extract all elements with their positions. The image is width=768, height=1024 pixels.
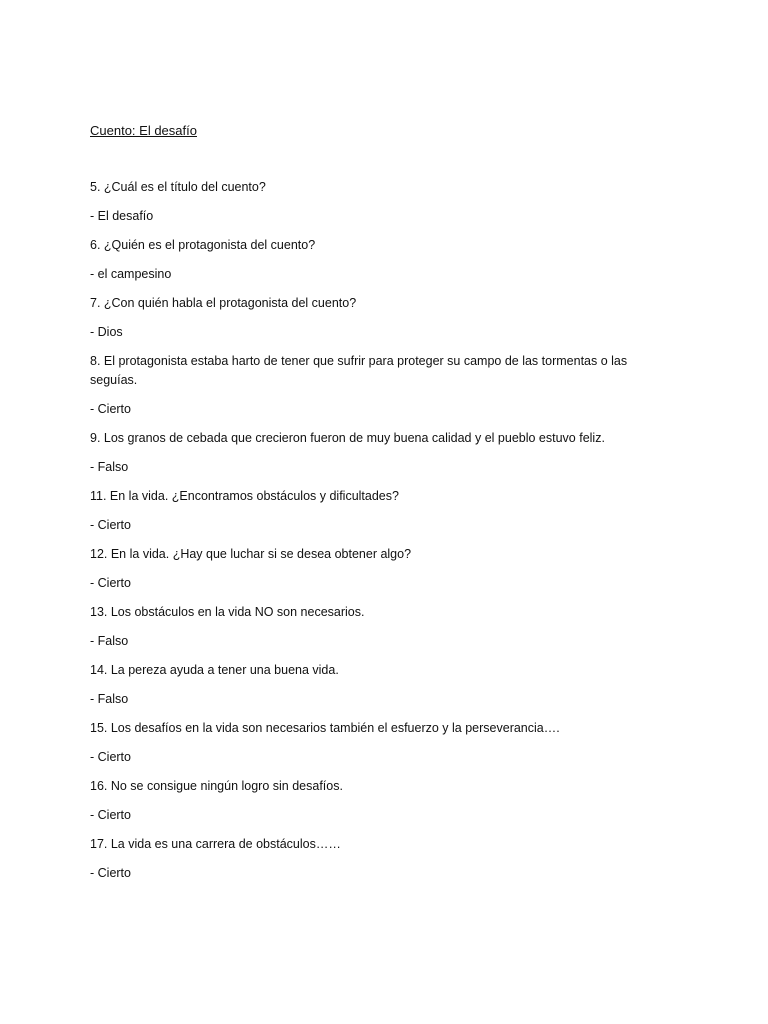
qa-item <box>90 603 650 651</box>
qa-item <box>90 178 650 226</box>
answer-text: - el campesino <box>90 267 172 281</box>
question-text: 8. El protagonista estaba harto de tener que sufrir para proteger su campo de las tormentas o las seguías. <box>90 354 628 387</box>
answer-text: - Cierto <box>90 576 131 590</box>
qa-item <box>90 236 650 284</box>
qa-item <box>90 429 650 477</box>
qa-item <box>90 719 650 767</box>
qa-item <box>90 487 650 535</box>
question-answer-list <box>90 178 650 883</box>
answer-text: - Falso <box>90 460 129 474</box>
question-text: 15. Los desafíos en la vida son necesarios también el esfuerzo y la perseverancia…. <box>90 721 560 735</box>
qa-item <box>90 352 650 419</box>
question-text: 16. No se consigue ningún logro sin desafíos. <box>90 779 343 793</box>
document-title: Cuento: El desafío <box>90 123 197 138</box>
answer-text: - Cierto <box>90 402 131 416</box>
question-text: 9. Los granos de cebada que crecieron fueron de muy buena calidad y el pueblo estuvo feliz. <box>90 431 605 445</box>
question-text: 14. La pereza ayuda a tener una buena vida. <box>90 663 339 677</box>
answer-text: - Falso <box>90 634 129 648</box>
answer-text: - Cierto <box>90 750 131 764</box>
question-text: 13. Los obstáculos en la vida NO son necesarios. <box>90 605 365 619</box>
qa-item <box>90 294 650 342</box>
question-text: 7. ¿Con quién habla el protagonista del cuento? <box>90 296 357 310</box>
answer-text: - Cierto <box>90 808 131 822</box>
question-text: 17. La vida es una carrera de obstáculos…… <box>90 837 341 851</box>
question-text: 6. ¿Quién es el protagonista del cuento? <box>90 238 316 252</box>
answer-text: - Dios <box>90 325 123 339</box>
qa-item <box>90 835 650 883</box>
question-text: 11. En la vida. ¿Encontramos obstáculos y dificultades? <box>90 489 399 503</box>
answer-text: - El desafío <box>90 209 154 223</box>
answer-text: - Cierto <box>90 518 131 532</box>
answer-text: - Falso <box>90 692 129 706</box>
document-page <box>90 122 650 893</box>
answer-text: - Cierto <box>90 866 131 880</box>
qa-item <box>90 777 650 825</box>
question-text: 12. En la vida. ¿Hay que luchar si se desea obtener algo? <box>90 547 412 561</box>
qa-item <box>90 545 650 593</box>
qa-item <box>90 661 650 709</box>
question-text: 5. ¿Cuál es el título del cuento? <box>90 180 266 194</box>
